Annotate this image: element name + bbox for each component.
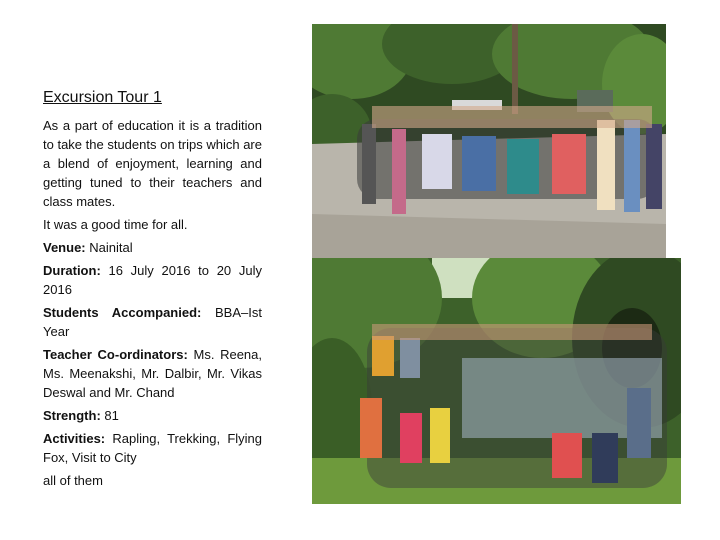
detail-value: 16 July 2016 to 20 July 2016 [43, 263, 262, 297]
detail-label: Venue: [43, 240, 86, 255]
intro-paragraph: As a part of education it is a tradition to take the students on trips which are a blend of enjoyment, learning and getting tuned to their teachers and class mates. [43, 118, 262, 209]
detail-label: Duration: [43, 263, 101, 278]
student-group [360, 324, 667, 488]
person [597, 120, 615, 210]
person [462, 136, 496, 191]
student-group [357, 106, 662, 214]
detail-label: Students Accompanied: [43, 305, 202, 320]
detail-teachers [43, 345, 262, 402]
footer-line: all of them [43, 473, 103, 488]
detail-value: Rapling, Trekking, Flying Fox, Visit to City [43, 431, 262, 465]
person [392, 129, 406, 214]
group-photo-cave [312, 258, 681, 504]
detail-label: Activities: [43, 431, 106, 446]
person [400, 413, 422, 463]
person [507, 139, 539, 194]
closing-line: It was a good time for all. [43, 217, 188, 232]
group-photo-road [312, 24, 666, 258]
person [372, 336, 394, 376]
detail-value: Ms. Reena, Ms. Meenakshi, Mr. Dalbir, Mr. Vikas Deswal and Mr. Chand [43, 347, 262, 400]
detail-value: 81 [104, 408, 119, 423]
detail-students [43, 303, 262, 341]
group-photo-cave-image [312, 258, 681, 504]
person [646, 124, 662, 209]
detail-value: BBA–Ist Year [43, 305, 262, 339]
faces-row [372, 324, 652, 340]
text-column [43, 88, 262, 494]
detail-duration [43, 261, 262, 299]
person [360, 398, 382, 458]
person [592, 433, 618, 483]
detail-value: Nainital [89, 240, 133, 255]
person [627, 388, 651, 458]
detail-activities [43, 429, 262, 467]
faces-row [372, 106, 652, 128]
person [430, 408, 450, 463]
detail-venue [43, 238, 262, 257]
person [552, 433, 582, 478]
detail-label: Teacher Co-ordinators: [43, 347, 188, 362]
person [552, 134, 586, 194]
group-photo-road-image [312, 24, 666, 258]
pole [512, 24, 518, 114]
page-title: Excursion Tour 1 [43, 89, 162, 106]
detail-label: Strength: [43, 408, 101, 423]
person [362, 124, 376, 204]
person [624, 120, 640, 212]
person [422, 134, 452, 189]
person [400, 338, 420, 378]
detail-strength [43, 406, 262, 425]
